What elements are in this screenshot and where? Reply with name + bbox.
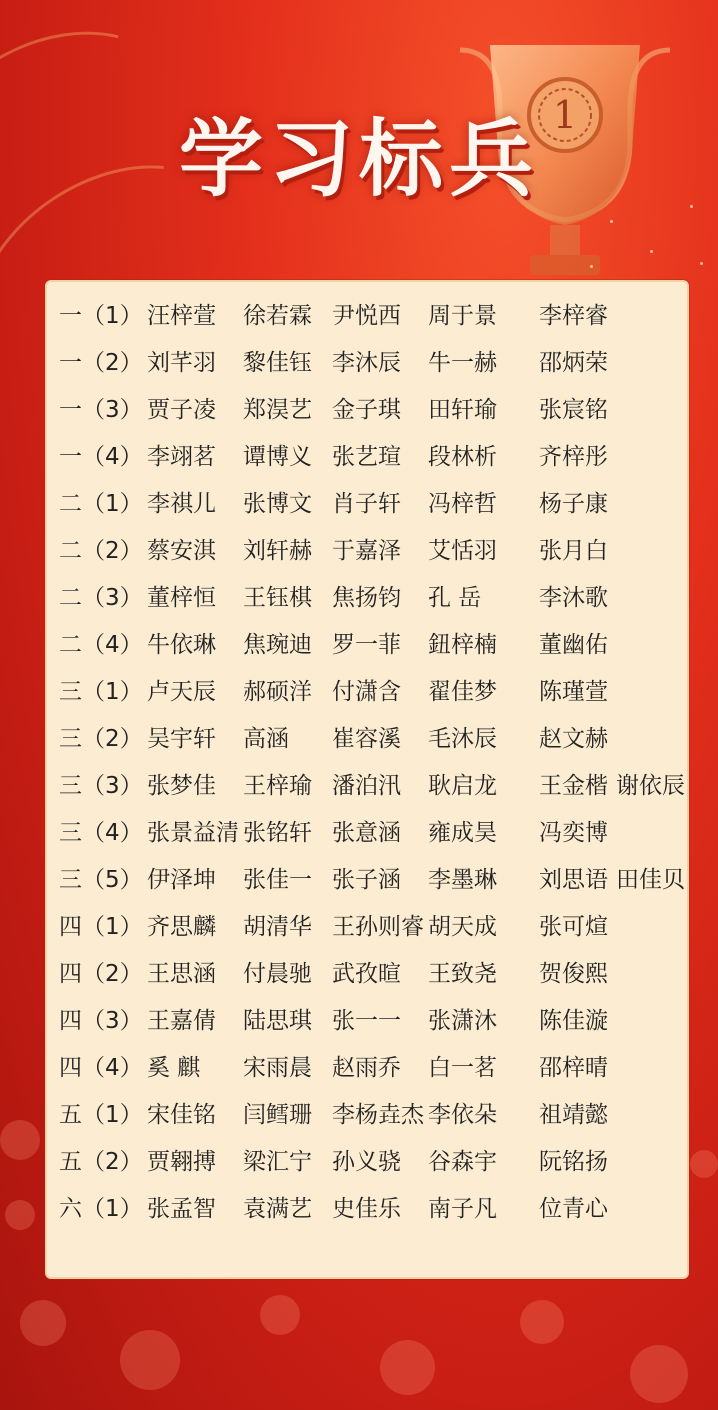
student-name: 牛一赫 <box>428 350 497 376</box>
bokeh-light <box>690 1150 718 1178</box>
sparkle <box>590 265 593 268</box>
student-name: 焦扬钧 <box>332 585 401 611</box>
student-name: 肖子轩 <box>332 491 401 517</box>
student-name: 雍成昊 <box>428 820 497 846</box>
student-name: 胡天成 <box>428 914 497 940</box>
honor-row <box>59 343 689 383</box>
student-name: 张子涵 <box>332 867 401 893</box>
student-name: 高涵 <box>243 726 289 752</box>
bokeh-light <box>260 1295 300 1335</box>
student-name: 武孜暄 <box>332 961 401 987</box>
honor-row <box>59 1095 689 1135</box>
student-name: 王孙则睿 <box>332 914 424 940</box>
class-label: 四（3） <box>59 1008 143 1034</box>
class-label: 一（2） <box>59 350 143 376</box>
student-name: 李祺儿 <box>147 491 216 517</box>
page-title: 学习标兵 <box>178 110 539 208</box>
honor-row <box>59 484 689 524</box>
honor-row <box>59 296 689 336</box>
honor-row <box>59 813 689 853</box>
class-label: 五（1） <box>59 1102 143 1128</box>
svg-text:1: 1 <box>552 93 578 137</box>
class-label: 三（2） <box>59 726 143 752</box>
student-name: 宋雨晨 <box>243 1055 312 1081</box>
student-name: 李沐歌 <box>539 585 608 611</box>
student-name: 齐梓彤 <box>539 444 608 470</box>
student-name: 董梓恒 <box>147 585 216 611</box>
student-name: 郑淏艺 <box>243 397 312 423</box>
honor-row <box>59 860 689 900</box>
class-label: 二（2） <box>59 538 143 564</box>
honor-row <box>59 766 689 806</box>
student-name: 梁汇宁 <box>243 1149 312 1175</box>
student-name: 段林析 <box>428 444 497 470</box>
student-name: 耿启龙 <box>428 773 497 799</box>
class-label: 四（4） <box>59 1055 143 1081</box>
student-name: 谭博义 <box>243 444 312 470</box>
student-name: 董幽佑 <box>539 632 608 658</box>
student-name: 南子凡 <box>428 1196 497 1222</box>
student-name: 张博文 <box>243 491 312 517</box>
student-name: 闫鳕珊 <box>243 1102 312 1128</box>
student-name: 付潇含 <box>332 679 401 705</box>
student-name: 付晨驰 <box>243 961 312 987</box>
student-name: 袁满艺 <box>243 1196 312 1222</box>
class-label: 一（4） <box>59 444 143 470</box>
student-name: 黎佳钰 <box>243 350 312 376</box>
honor-row <box>59 1001 689 1041</box>
student-name: 王钰棋 <box>243 585 312 611</box>
student-name: 李杨垚杰 <box>332 1102 424 1128</box>
class-label: 三（1） <box>59 679 143 705</box>
student-name: 贺俊熙 <box>539 961 608 987</box>
honor-row <box>59 954 689 994</box>
honor-row <box>59 1048 689 1088</box>
student-name: 于嘉泽 <box>332 538 401 564</box>
honor-row <box>59 531 689 571</box>
honor-board <box>45 280 689 1279</box>
student-name: 史佳乐 <box>332 1196 401 1222</box>
student-name: 焦琬迪 <box>243 632 312 658</box>
student-name: 吴宇轩 <box>147 726 216 752</box>
student-name: 贾子凌 <box>147 397 216 423</box>
student-name: 尹悦西 <box>332 303 401 329</box>
student-name: 陈佳漩 <box>539 1008 608 1034</box>
class-label: 四（2） <box>59 961 143 987</box>
student-name: 田佳贝 <box>616 867 685 893</box>
student-name: 位青心 <box>539 1196 608 1222</box>
class-label: 二（4） <box>59 632 143 658</box>
student-name: 李墨琳 <box>428 867 497 893</box>
student-name: 李梓睿 <box>539 303 608 329</box>
class-label: 三（4） <box>59 820 143 846</box>
student-name: 张可煊 <box>539 914 608 940</box>
student-name: 张月白 <box>539 538 608 564</box>
class-label: 五（2） <box>59 1149 143 1175</box>
student-name: 白一茗 <box>428 1055 497 1081</box>
student-name: 艾恬羽 <box>428 538 497 564</box>
sparkle <box>690 205 693 208</box>
class-label: 六（1） <box>59 1196 143 1222</box>
student-name: 齐思麟 <box>147 914 216 940</box>
honor-row <box>59 907 689 947</box>
student-name: 陆思琪 <box>243 1008 312 1034</box>
student-name: 冯梓哲 <box>428 491 497 517</box>
student-name: 张孟智 <box>147 1196 216 1222</box>
bokeh-light <box>630 1345 688 1403</box>
honor-row <box>59 719 689 759</box>
student-name: 奚 麒 <box>147 1055 201 1081</box>
student-name: 李沐辰 <box>332 350 401 376</box>
class-label: 三（3） <box>59 773 143 799</box>
student-name: 蔡安淇 <box>147 538 216 564</box>
student-name: 王思涵 <box>147 961 216 987</box>
student-name: 罗一菲 <box>332 632 401 658</box>
bokeh-light <box>380 1340 435 1395</box>
student-name: 王梓瑜 <box>243 773 312 799</box>
student-name: 张梦佳 <box>147 773 216 799</box>
class-label: 一（3） <box>59 397 143 423</box>
student-name: 汪梓萱 <box>147 303 216 329</box>
student-name: 谷森宇 <box>428 1149 497 1175</box>
sparkle <box>650 250 653 253</box>
student-name: 张佳一 <box>243 867 312 893</box>
student-name: 宋佳铭 <box>147 1102 216 1128</box>
student-name: 邵炳荣 <box>539 350 608 376</box>
student-name: 胡清华 <box>243 914 312 940</box>
student-name: 张宸铭 <box>539 397 608 423</box>
student-name: 陈瑾萱 <box>539 679 608 705</box>
honor-row <box>59 437 689 477</box>
student-name: 张一一 <box>332 1008 401 1034</box>
student-name: 张景益清 <box>147 820 239 846</box>
student-name: 王嘉倩 <box>147 1008 216 1034</box>
student-name: 贾翱搏 <box>147 1149 216 1175</box>
honor-row <box>59 1189 689 1229</box>
student-name: 伊泽坤 <box>147 867 216 893</box>
student-name: 阮铭扬 <box>539 1149 608 1175</box>
student-name: 李依朵 <box>428 1102 497 1128</box>
bokeh-light <box>5 1200 35 1230</box>
honor-row <box>59 578 689 618</box>
bokeh-light <box>0 1120 40 1160</box>
student-name: 谢依辰 <box>616 773 685 799</box>
student-name: 杨子康 <box>539 491 608 517</box>
student-name: 祖靖懿 <box>539 1102 608 1128</box>
student-name: 潘泊汛 <box>332 773 401 799</box>
student-name: 张意涵 <box>332 820 401 846</box>
class-label: 四（1） <box>59 914 143 940</box>
student-name: 赵文赫 <box>539 726 608 752</box>
class-label: 二（1） <box>59 491 143 517</box>
honor-row <box>59 1142 689 1182</box>
student-name: 周于景 <box>428 303 497 329</box>
bokeh-light <box>20 1300 66 1346</box>
student-name: 崔容溪 <box>332 726 401 752</box>
student-name: 李翊茗 <box>147 444 216 470</box>
class-label: 三（5） <box>59 867 143 893</box>
student-name: 孔 岳 <box>428 585 482 611</box>
bokeh-light <box>120 1330 180 1390</box>
sparkle <box>610 220 613 223</box>
class-label: 一（1） <box>59 303 143 329</box>
student-name: 刘轩赫 <box>243 538 312 564</box>
student-name: 赵雨乔 <box>332 1055 401 1081</box>
student-name: 卢天辰 <box>147 679 216 705</box>
student-name: 金子琪 <box>332 397 401 423</box>
class-label: 二（3） <box>59 585 143 611</box>
student-name: 毛沐辰 <box>428 726 497 752</box>
student-name: 牛依琳 <box>147 632 216 658</box>
student-name: 田轩瑜 <box>428 397 497 423</box>
student-name: 鈕梓楠 <box>428 632 497 658</box>
honor-row <box>59 390 689 430</box>
bokeh-light <box>520 1300 564 1344</box>
student-name: 邵梓晴 <box>539 1055 608 1081</box>
student-name: 冯奕博 <box>539 820 608 846</box>
student-name: 郝硕洋 <box>243 679 312 705</box>
student-name: 王金楷 <box>539 773 608 799</box>
sparkle <box>700 262 703 265</box>
student-name: 张潇沐 <box>428 1008 497 1034</box>
honor-row <box>59 672 689 712</box>
student-name: 徐若霖 <box>243 303 312 329</box>
student-name: 刘芊羽 <box>147 350 216 376</box>
student-name: 孙义骁 <box>332 1149 401 1175</box>
student-name: 翟佳梦 <box>428 679 497 705</box>
student-name: 张铭轩 <box>243 820 312 846</box>
student-name: 王致尧 <box>428 961 497 987</box>
honor-row <box>59 625 689 665</box>
student-name: 张艺瑄 <box>332 444 401 470</box>
student-name: 刘思语 <box>539 867 608 893</box>
